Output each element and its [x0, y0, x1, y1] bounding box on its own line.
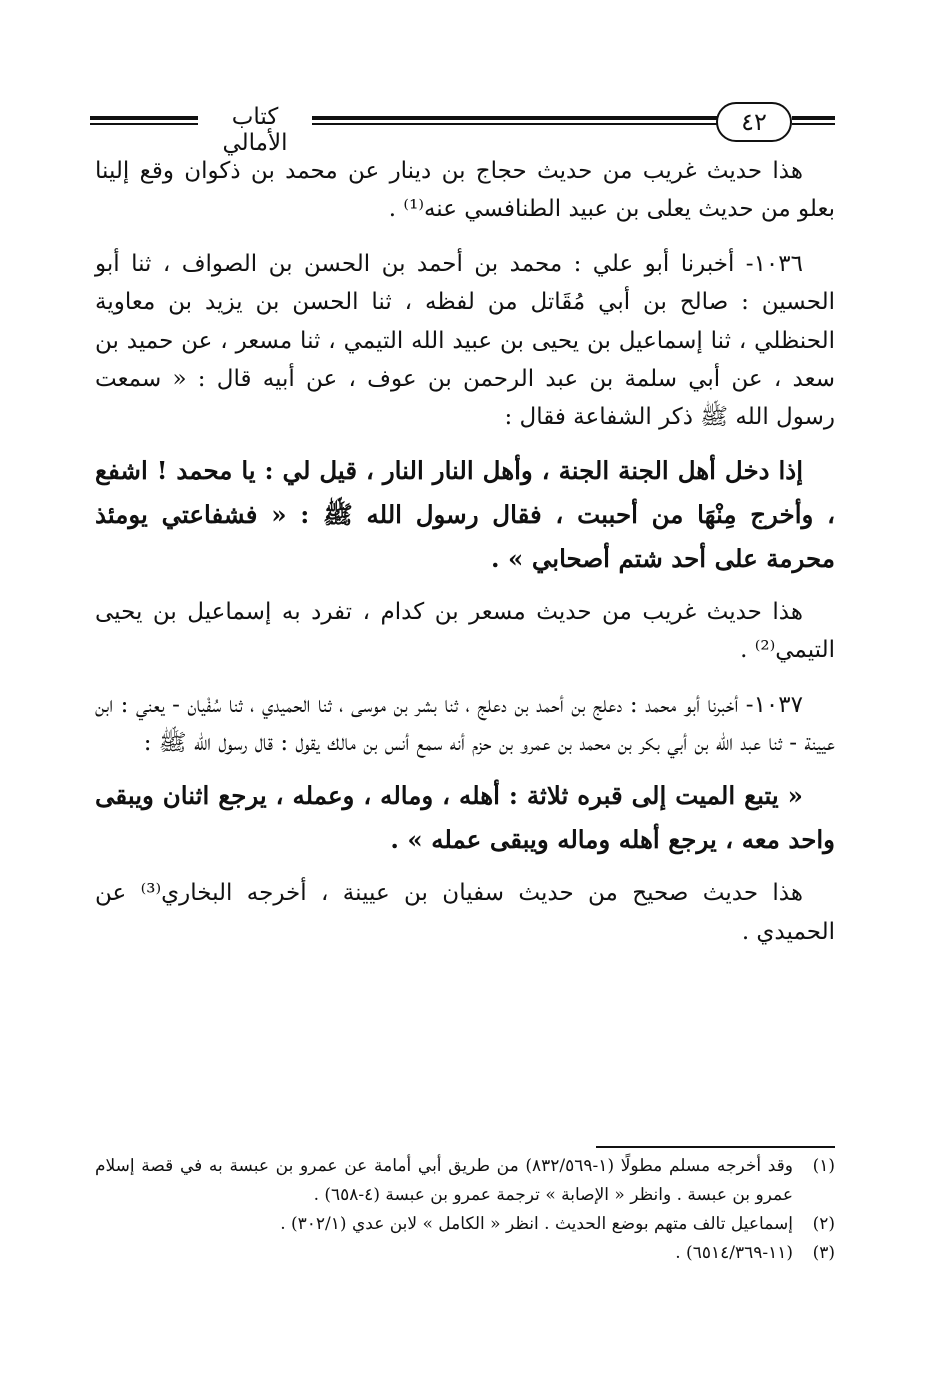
book-title: كتاب الأمالي	[222, 104, 288, 156]
paragraph-commentary: هذا حديث صحيح من حديث سفيان بن عيينة ، أخرجه البخاري⁽³⁾ عن الحميدي .	[95, 880, 835, 945]
paragraph-commentary: هذا حديث غريب من حديث مسعر بن كدام ، تفرد به إسماعيل بن يحيى التيمي⁽²⁾ .	[95, 598, 835, 664]
footnote	[95, 1152, 835, 1210]
paragraph-hadith: إذا دخل أهل الجنة الجنة ، وأهل النار النار ، قيل لي : يا محمد ! اشفع ، وأخرج مِنْهَا من أحببت ، فقال رسول الله ﷺ : « فشفاعتي يومئذ محرمة على أحد شتم أصحابي » .	[95, 455, 835, 573]
paragraph-isnad: ١٠٣٦- أخبرنا أبو علي : محمد بن أحمد بن الحسن بن الصواف ، ثنا أبو الحسين : صالح بن أبي مُقَاتل من لفظه ، ثنا الحسن بن يزيد بن معاوية الحنظلي ، ثنا إسماعيل بن يحيى بن عبيد الله التيمي ، ثنا مسعر ، عن حميد بن سعد ، عن أبي سلمة بن عبد الرحمن بن عوف ، عن أبيه قال : « سمعت رسول الله ﷺ ذكر الشفاعة فقال :	[95, 250, 835, 431]
footnote-text: إسماعيل تالف متهم بوضع الحديث . انظر « الكامل » لابن عدي (٣٠٢/١) .	[280, 1214, 793, 1234]
footnote	[95, 1239, 835, 1268]
page-number: ٤٢	[716, 102, 792, 142]
header-rule-middle	[312, 116, 717, 125]
footnote-text: (١١-٦٥١٤/٣٦٩) .	[675, 1243, 793, 1263]
paragraph-hadith: « يتبع الميت إلى قبره ثلاثة : أهله ، وماله ، وعمله ، يرجع اثنان ويبقى واحد معه ، يرجع أهله وماله ويبقى عمله » .	[95, 781, 835, 855]
footnotes	[95, 1152, 835, 1268]
paragraph-commentary: هذا حديث غريب من حديث حجاج بن دينار عن محمد بن ذكوان وقع إلينا بعلو من حديث يعلى بن عبيد الطنافسي عنه⁽¹⁾ .	[95, 158, 835, 223]
footnote-text: وقد أخرجه مسلم مطولًا (١-٨٣٢/٥٦٩) من طريق أبي أمامة عن عمرو بن عبسة به في قصة إسلام عمرو بن عبسة . وانظر « الإصابة » ترجمة عمرو بن عبسة (٤-٦٥٨) .	[95, 1156, 793, 1205]
footnote-number: (٣)	[812, 1243, 835, 1263]
header-rule-left	[90, 116, 198, 125]
footnote-number: (١)	[812, 1156, 835, 1176]
header-rule-right	[792, 116, 835, 125]
footnote-number: (٢)	[812, 1214, 835, 1234]
main-text	[95, 152, 835, 967]
running-header	[90, 98, 835, 156]
paragraph-isnad: ١٠٣٧- أخبرنا أبو محمد : دعلج بن أحمد بن دعلج ، ثنا بشر بن موسى ، ثنا الحميدي ، ثنا سُفْيان - يعني : ابن عيينة - ثنا عبد الله بن أبي بكر بن محمد بن عمرو بن حزم أنه سمع أنس بن مالك يقول : قال رسول الله ﷺ :	[95, 691, 835, 757]
footnote-separator	[596, 1146, 835, 1148]
footnote	[95, 1210, 835, 1239]
